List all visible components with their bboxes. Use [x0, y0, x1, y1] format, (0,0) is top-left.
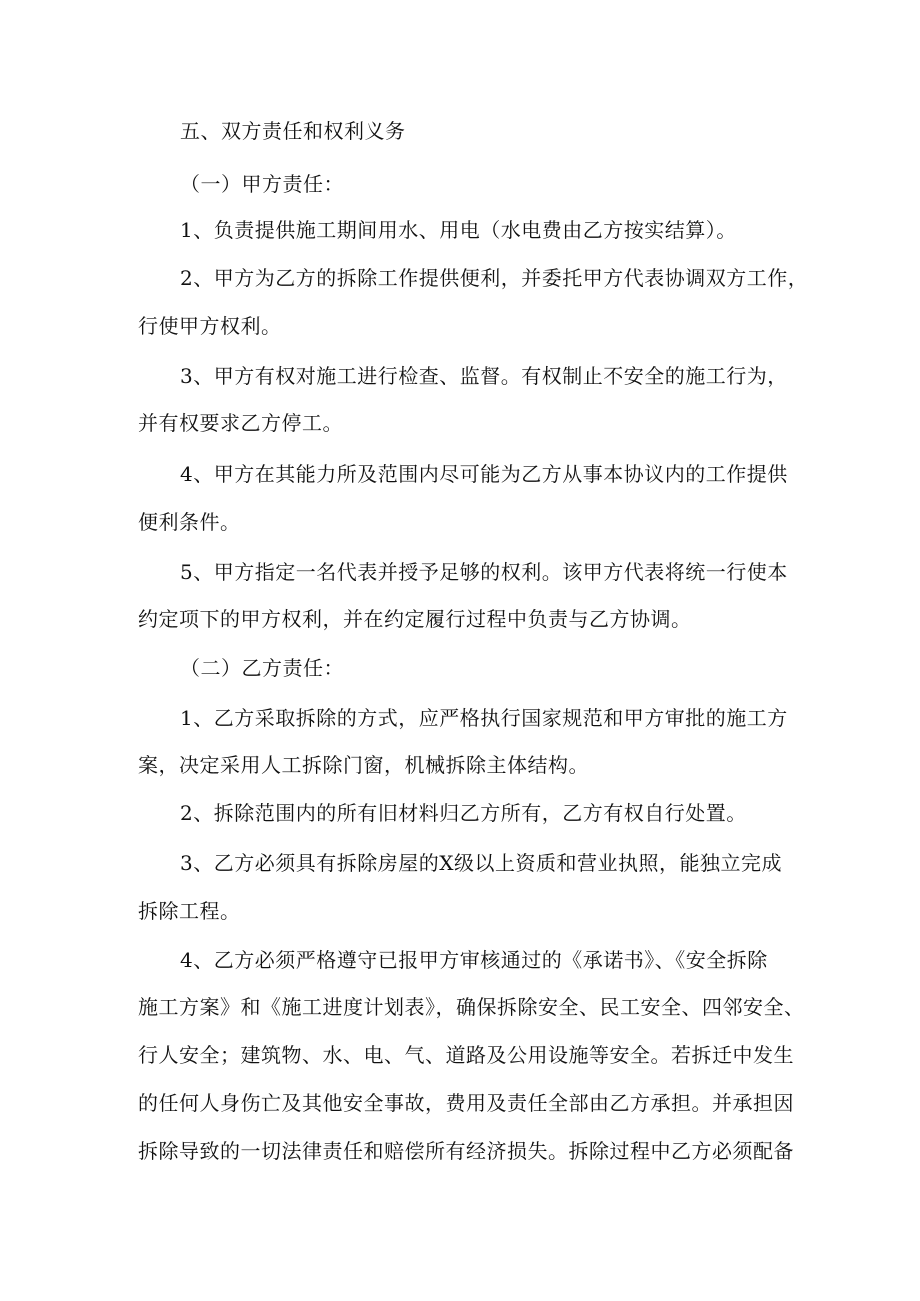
party-a-item-1-line-1: 1、负责提供施工期间用水、用电（水电费由乙方按实结算）。: [180, 218, 737, 242]
party-a-item-3-line-2: 并有权要求乙方停工。: [138, 411, 343, 435]
party-a-item-2-line-2: 行使甲方权利。: [138, 314, 282, 338]
party-a-item-5-line-2: 约定项下的甲方权利，并在约定履行过程中负责与乙方协调。: [138, 607, 692, 631]
party-b-item-4-line-1: 4、乙方必须严格遵守已报甲方审核通过的《承诺书》、《安全拆除: [180, 948, 768, 972]
party-b-item-4-line-5: 拆除导致的一切法律责任和赔偿所有经济损失。拆除过程中乙方必须配备: [138, 1139, 794, 1163]
party-a-item-5-line-1: 5、甲方指定一名代表并授予足够的权利。该甲方代表将统一行使本: [180, 560, 788, 584]
party-b-item-3-line-1: 3、乙方必须具有拆除房屋的X级以上资质和营业执照，能独立完成: [180, 851, 782, 875]
party-a-item-4-line-2: 便利条件。: [138, 510, 241, 534]
party-a-item-3-line-1: 3、甲方有权对施工进行检查、监督。有权制止不安全的施工行为，: [180, 364, 788, 388]
party-b-item-2-line-1: 2、拆除范围内的所有旧材料归乙方所有，乙方有权自行处置。: [180, 801, 747, 825]
party-b-item-4-line-3: 行人安全；建筑物、水、电、气、道路及公用设施等安全。若拆迁中发生: [138, 1043, 794, 1067]
party-b-item-4-line-4: 的任何人身伤亡及其他安全事故，费用及责任全部由乙方承担。并承担因: [138, 1091, 794, 1115]
party-b-item-1-line-1: 1、乙方采取拆除的方式，应严格执行国家规范和甲方审批的施工方: [180, 706, 788, 730]
party-b-item-3-line-2: 拆除工程。: [138, 899, 241, 923]
party-a-item-4-line-1: 4、甲方在其能力所及范围内尽可能为乙方从事本协议内的工作提供: [180, 462, 788, 486]
party-a-heading: （一）甲方责任：: [180, 172, 344, 196]
party-a-item-2-line-1: 2、甲方为乙方的拆除工作提供便利，并委托甲方代表协调双方工作，: [180, 266, 809, 290]
section-title: 五、双方责任和权利义务: [180, 119, 406, 143]
party-b-item-1-line-2: 案，决定采用人工拆除门窗，机械拆除主体结构。: [138, 753, 589, 777]
party-b-item-4-line-2: 施工方案》和《施工进度计划表》，确保拆除安全、民工安全、四邻安全、: [138, 995, 805, 1019]
party-b-heading: （二）乙方责任：: [180, 656, 344, 680]
